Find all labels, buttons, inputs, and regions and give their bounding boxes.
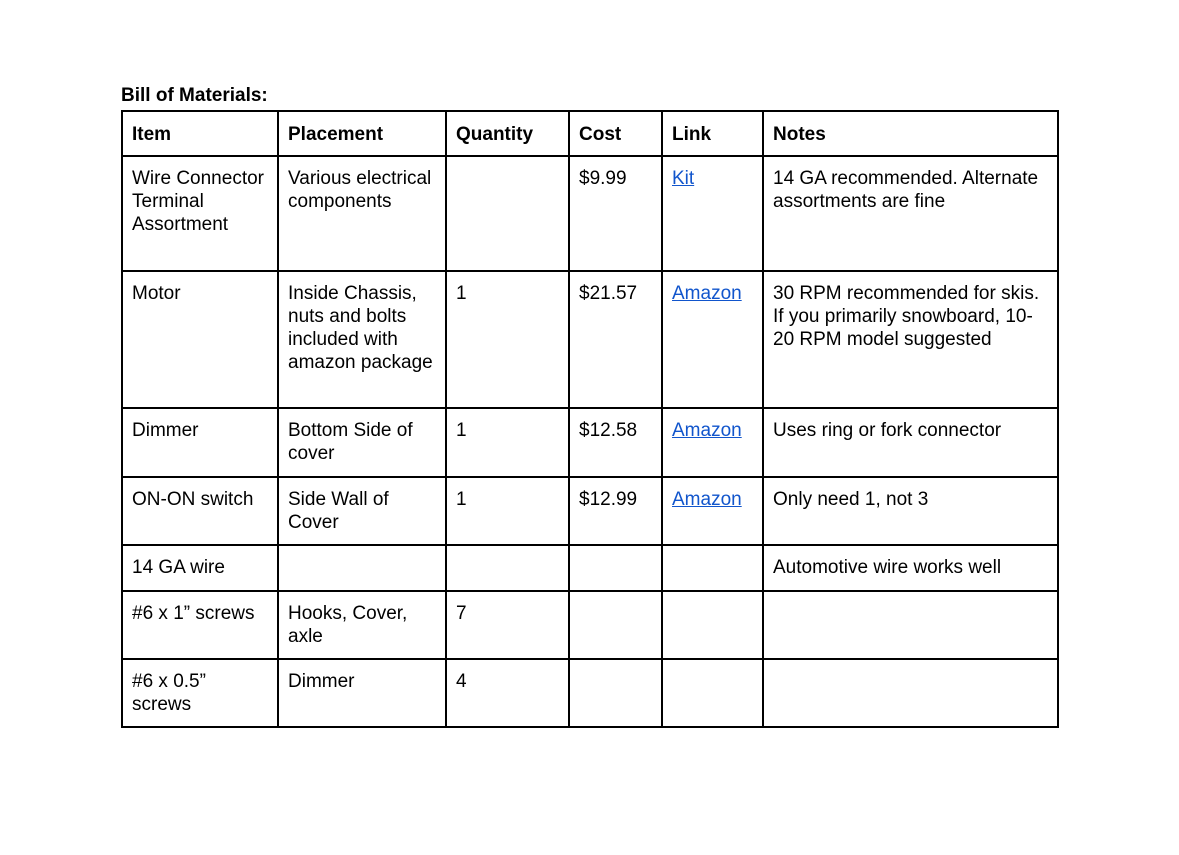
table-row: [122, 408, 1058, 477]
table-row: [122, 156, 1058, 271]
cell-notes: Only need 1, not 3: [763, 477, 1058, 545]
cell-placement: Dimmer: [278, 659, 446, 727]
table-row: [122, 591, 1058, 659]
cell-cost: [569, 659, 662, 727]
cell-cost: $12.99: [569, 477, 662, 545]
cell-link: [662, 271, 763, 408]
cell-quantity: 1: [446, 271, 569, 408]
header-link: Link: [662, 111, 763, 156]
cell-notes: 30 RPM recommended for skis. If you primarily snowboard, 10-20 RPM model suggested: [763, 271, 1058, 408]
cell-item: #6 x 1” screws: [122, 591, 278, 659]
cell-notes: Uses ring or fork connector: [763, 408, 1058, 477]
cell-link: [662, 545, 763, 591]
cell-placement: Hooks, Cover, axle: [278, 591, 446, 659]
cell-quantity: 1: [446, 408, 569, 477]
cell-quantity: 4: [446, 659, 569, 727]
cell-link: [662, 408, 763, 477]
cell-item: Wire Connector Terminal Assortment: [122, 156, 278, 271]
cell-notes: [763, 591, 1058, 659]
cell-placement: Inside Chassis, nuts and bolts included with amazon package: [278, 271, 446, 408]
cell-cost: [569, 591, 662, 659]
cell-quantity: [446, 545, 569, 591]
cell-notes: 14 GA recommended. Alternate assortments are fine: [763, 156, 1058, 271]
bill-of-materials-table: [121, 110, 1059, 728]
cell-quantity: [446, 156, 569, 271]
amazon-link-dimmer[interactable]: Amazon: [672, 420, 742, 441]
table-row: [122, 477, 1058, 545]
table-row: [122, 545, 1058, 591]
header-cost: Cost: [569, 111, 662, 156]
amazon-link-switch[interactable]: Amazon: [672, 489, 742, 510]
cell-link: [662, 477, 763, 545]
cell-quantity: 7: [446, 591, 569, 659]
document-body: [121, 84, 1059, 728]
table-row: [122, 659, 1058, 727]
cell-notes: [763, 659, 1058, 727]
header-quantity: Quantity: [446, 111, 569, 156]
cell-placement: [278, 545, 446, 591]
cell-cost: [569, 545, 662, 591]
cell-placement: Side Wall of Cover: [278, 477, 446, 545]
cell-cost: $12.58: [569, 408, 662, 477]
amazon-link-motor[interactable]: Amazon: [672, 283, 742, 304]
header-notes: Notes: [763, 111, 1058, 156]
cell-link: [662, 591, 763, 659]
cell-notes: Automotive wire works well: [763, 545, 1058, 591]
cell-item: ON-ON switch: [122, 477, 278, 545]
cell-cost: $21.57: [569, 271, 662, 408]
cell-cost: $9.99: [569, 156, 662, 271]
cell-placement: Bottom Side of cover: [278, 408, 446, 477]
header-placement: Placement: [278, 111, 446, 156]
cell-link: [662, 156, 763, 271]
cell-item: 14 GA wire: [122, 545, 278, 591]
cell-item: Motor: [122, 271, 278, 408]
table-row: [122, 271, 1058, 408]
cell-link: [662, 659, 763, 727]
header-item: Item: [122, 111, 278, 156]
cell-item: #6 x 0.5” screws: [122, 659, 278, 727]
kit-link[interactable]: Kit: [672, 168, 695, 189]
cell-quantity: 1: [446, 477, 569, 545]
section-title: Bill of Materials:: [121, 85, 268, 106]
table-header-row: [122, 111, 1058, 156]
cell-item: Dimmer: [122, 408, 278, 477]
cell-placement: Various electrical components: [278, 156, 446, 271]
